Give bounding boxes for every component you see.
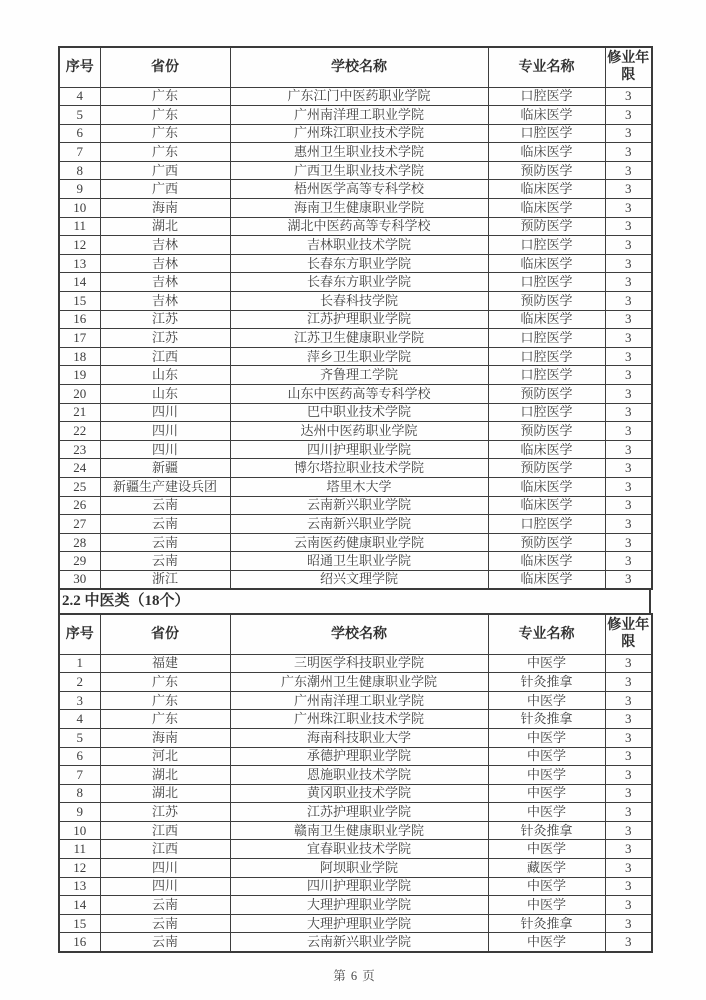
table-row bbox=[59, 347, 652, 366]
table-row bbox=[59, 533, 652, 552]
table-cell: 3 bbox=[605, 292, 652, 311]
table-cell: 黄冈职业技术学院 bbox=[230, 784, 488, 803]
table-cell: 临床医学 bbox=[488, 440, 605, 459]
table-cell: 长春科技学院 bbox=[230, 292, 488, 311]
section-title-tcm: 2.2 中医类（18个） bbox=[58, 590, 651, 613]
table-header-row bbox=[59, 47, 652, 87]
table-cell: 江西 bbox=[100, 347, 230, 366]
table-row bbox=[59, 106, 652, 125]
table-cell: 大理护理职业学院 bbox=[230, 914, 488, 933]
table-header bbox=[59, 47, 652, 87]
table-cell: 广东江门中医药职业学院 bbox=[230, 87, 488, 106]
table-body bbox=[59, 654, 652, 952]
table-cell: 3 bbox=[605, 552, 652, 571]
table-cell: 中医学 bbox=[488, 784, 605, 803]
table-cell: 预防医学 bbox=[488, 533, 605, 552]
table-cell: 江苏护理职业学院 bbox=[230, 803, 488, 822]
table-cell: 临床医学 bbox=[488, 552, 605, 571]
table-cell: 临床医学 bbox=[488, 180, 605, 199]
table-cell: 3 bbox=[605, 896, 652, 915]
table-cell: 中医学 bbox=[488, 933, 605, 952]
table-header bbox=[59, 614, 652, 654]
table-cell: 21 bbox=[59, 403, 100, 422]
table-cell: 10 bbox=[59, 821, 100, 840]
table-cell: 萍乡卫生职业学院 bbox=[230, 347, 488, 366]
table-row bbox=[59, 896, 652, 915]
table-cell: 广东 bbox=[100, 87, 230, 106]
table-cell: 3 bbox=[605, 422, 652, 441]
table-cell: 7 bbox=[59, 143, 100, 162]
table-cell: 三明医学科技职业学院 bbox=[230, 654, 488, 673]
table-cell: 3 bbox=[605, 403, 652, 422]
table-cell: 5 bbox=[59, 106, 100, 125]
table-cell: 云南新兴职业学院 bbox=[230, 515, 488, 534]
table-cell: 广西 bbox=[100, 161, 230, 180]
table-cell: 3 bbox=[605, 728, 652, 747]
table-cell: 中医学 bbox=[488, 691, 605, 710]
table-cell: 11 bbox=[59, 840, 100, 859]
table-cell: 海南科技职业大学 bbox=[230, 728, 488, 747]
table-cell: 江苏护理职业学院 bbox=[230, 310, 488, 329]
table-cell: 20 bbox=[59, 385, 100, 404]
table-cell: 3 bbox=[605, 914, 652, 933]
table-cell: 6 bbox=[59, 124, 100, 143]
column-header: 省份 bbox=[100, 47, 230, 87]
table-row bbox=[59, 459, 652, 478]
table-cell: 7 bbox=[59, 766, 100, 785]
table-cell: 恩施职业技术学院 bbox=[230, 766, 488, 785]
column-header: 学校名称 bbox=[230, 614, 488, 654]
table-cell: 22 bbox=[59, 422, 100, 441]
table-row bbox=[59, 422, 652, 441]
table-row bbox=[59, 515, 652, 534]
table-cell: 广州南洋理工职业学院 bbox=[230, 691, 488, 710]
table-row bbox=[59, 914, 652, 933]
table-cell: 云南 bbox=[100, 914, 230, 933]
table-cell: 塔里木大学 bbox=[230, 477, 488, 496]
table-cell: 3 bbox=[605, 654, 652, 673]
table-cell: 山东 bbox=[100, 366, 230, 385]
table-cell: 承德护理职业学院 bbox=[230, 747, 488, 766]
table-cell: 3 bbox=[605, 710, 652, 729]
table-row bbox=[59, 329, 652, 348]
table-cell: 3 bbox=[605, 533, 652, 552]
column-header: 学校名称 bbox=[230, 47, 488, 87]
table-cell: 临床医学 bbox=[488, 106, 605, 125]
table-cell: 口腔医学 bbox=[488, 366, 605, 385]
table-cell: 19 bbox=[59, 366, 100, 385]
table-cell: 口腔医学 bbox=[488, 273, 605, 292]
table-cell: 吉林职业技术学院 bbox=[230, 236, 488, 255]
table-cell: 云南 bbox=[100, 552, 230, 571]
table-cell: 3 bbox=[605, 747, 652, 766]
table-row bbox=[59, 840, 652, 859]
table-row bbox=[59, 821, 652, 840]
table-cell: 四川 bbox=[100, 859, 230, 878]
table-cell: 中医学 bbox=[488, 840, 605, 859]
table-cell: 口腔医学 bbox=[488, 329, 605, 348]
table-cell: 6 bbox=[59, 747, 100, 766]
table-row bbox=[59, 496, 652, 515]
table-cell: 9 bbox=[59, 180, 100, 199]
table-cell: 3 bbox=[605, 347, 652, 366]
table-cell: 3 bbox=[605, 570, 652, 589]
table-row bbox=[59, 254, 652, 273]
table-cell: 广东 bbox=[100, 124, 230, 143]
table-cell: 惠州卫生职业技术学院 bbox=[230, 143, 488, 162]
table-cell: 赣南卫生健康职业学院 bbox=[230, 821, 488, 840]
table-cell: 3 bbox=[605, 143, 652, 162]
table-cell: 针灸推拿 bbox=[488, 914, 605, 933]
table-cell: 吉林 bbox=[100, 273, 230, 292]
table-cell: 3 bbox=[605, 859, 652, 878]
table-cell: 3 bbox=[605, 161, 652, 180]
table-cell: 四川护理职业学院 bbox=[230, 440, 488, 459]
table-cell: 云南新兴职业学院 bbox=[230, 496, 488, 515]
table-row bbox=[59, 654, 652, 673]
table-cell: 云南 bbox=[100, 533, 230, 552]
table-header-row bbox=[59, 614, 652, 654]
table-cell: 3 bbox=[605, 273, 652, 292]
table-cell: 海南 bbox=[100, 728, 230, 747]
table-cell: 江西 bbox=[100, 840, 230, 859]
table-cell: 3 bbox=[605, 459, 652, 478]
table-row bbox=[59, 691, 652, 710]
table-cell: 福建 bbox=[100, 654, 230, 673]
table-cell: 30 bbox=[59, 570, 100, 589]
table-cell: 临床医学 bbox=[488, 477, 605, 496]
column-header: 序号 bbox=[59, 47, 100, 87]
table-cell: 预防医学 bbox=[488, 385, 605, 404]
table-cell: 预防医学 bbox=[488, 459, 605, 478]
tcm-table bbox=[58, 613, 653, 953]
table-cell: 3 bbox=[605, 329, 652, 348]
table-cell: 28 bbox=[59, 533, 100, 552]
table-cell: 3 bbox=[605, 496, 652, 515]
table-cell: 中医学 bbox=[488, 896, 605, 915]
table-row bbox=[59, 710, 652, 729]
column-header: 省份 bbox=[100, 614, 230, 654]
table-cell: 3 bbox=[605, 821, 652, 840]
table-cell: 3 bbox=[605, 515, 652, 534]
table-cell: 口腔医学 bbox=[488, 236, 605, 255]
table-cell: 3 bbox=[605, 784, 652, 803]
table-row bbox=[59, 440, 652, 459]
table-cell: 湖北中医药高等专科学校 bbox=[230, 217, 488, 236]
table-row bbox=[59, 747, 652, 766]
table-cell: 9 bbox=[59, 803, 100, 822]
table-cell: 口腔医学 bbox=[488, 403, 605, 422]
table-cell: 3 bbox=[605, 87, 652, 106]
table-cell: 5 bbox=[59, 728, 100, 747]
table-cell: 3 bbox=[605, 803, 652, 822]
table-cell: 14 bbox=[59, 273, 100, 292]
table-cell: 云南 bbox=[100, 496, 230, 515]
table-row bbox=[59, 385, 652, 404]
table-cell: 23 bbox=[59, 440, 100, 459]
table-cell: 3 bbox=[605, 840, 652, 859]
column-header: 修业年限 bbox=[605, 614, 652, 654]
table-cell: 16 bbox=[59, 310, 100, 329]
table-cell: 云南医药健康职业学院 bbox=[230, 533, 488, 552]
table-row bbox=[59, 273, 652, 292]
table-cell: 云南 bbox=[100, 896, 230, 915]
table-row bbox=[59, 180, 652, 199]
table-cell: 达州中医药职业学院 bbox=[230, 422, 488, 441]
table-cell: 14 bbox=[59, 896, 100, 915]
table-cell: 广东 bbox=[100, 691, 230, 710]
table-cell: 3 bbox=[605, 366, 652, 385]
table-row bbox=[59, 87, 652, 106]
table-cell: 12 bbox=[59, 236, 100, 255]
table-cell: 中医学 bbox=[488, 654, 605, 673]
table-cell: 广东 bbox=[100, 106, 230, 125]
table-cell: 3 bbox=[605, 385, 652, 404]
table-cell: 预防医学 bbox=[488, 161, 605, 180]
table-row bbox=[59, 199, 652, 218]
table-cell: 云南新兴职业学院 bbox=[230, 933, 488, 952]
table-cell: 15 bbox=[59, 292, 100, 311]
table-cell: 山东中医药高等专科学校 bbox=[230, 385, 488, 404]
table-cell: 广西 bbox=[100, 180, 230, 199]
table-body bbox=[59, 87, 652, 589]
column-header: 专业名称 bbox=[488, 614, 605, 654]
table-cell: 3 bbox=[605, 933, 652, 952]
table-cell: 27 bbox=[59, 515, 100, 534]
table-row bbox=[59, 292, 652, 311]
table-cell: 12 bbox=[59, 859, 100, 878]
table-cell: 3 bbox=[605, 673, 652, 692]
table-cell: 临床医学 bbox=[488, 570, 605, 589]
table-cell: 吉林 bbox=[100, 292, 230, 311]
table-cell: 针灸推拿 bbox=[488, 821, 605, 840]
table-row bbox=[59, 366, 652, 385]
table-cell: 江苏 bbox=[100, 803, 230, 822]
table-cell: 25 bbox=[59, 477, 100, 496]
table-cell: 中医学 bbox=[488, 747, 605, 766]
table-cell: 四川 bbox=[100, 440, 230, 459]
table-row bbox=[59, 803, 652, 822]
table-cell: 3 bbox=[605, 106, 652, 125]
table-cell: 新疆 bbox=[100, 459, 230, 478]
table-cell: 针灸推拿 bbox=[488, 673, 605, 692]
table-cell: 中医学 bbox=[488, 803, 605, 822]
table-row bbox=[59, 784, 652, 803]
table-cell: 29 bbox=[59, 552, 100, 571]
table-cell: 3 bbox=[605, 877, 652, 896]
table-cell: 预防医学 bbox=[488, 422, 605, 441]
table-cell: 河北 bbox=[100, 747, 230, 766]
table-cell: 海南卫生健康职业学院 bbox=[230, 199, 488, 218]
table-cell: 博尔塔拉职业技术学院 bbox=[230, 459, 488, 478]
table-row bbox=[59, 933, 652, 952]
table-cell: 海南 bbox=[100, 199, 230, 218]
table-cell: 湖北 bbox=[100, 766, 230, 785]
table-cell: 临床医学 bbox=[488, 199, 605, 218]
table-row bbox=[59, 403, 652, 422]
table-cell: 临床医学 bbox=[488, 310, 605, 329]
table-cell: 山东 bbox=[100, 385, 230, 404]
table-row bbox=[59, 673, 652, 692]
table-cell: 宜春职业技术学院 bbox=[230, 840, 488, 859]
table-cell: 口腔医学 bbox=[488, 87, 605, 106]
table-row bbox=[59, 143, 652, 162]
table-cell: 临床医学 bbox=[488, 254, 605, 273]
column-header: 专业名称 bbox=[488, 47, 605, 87]
table-cell: 预防医学 bbox=[488, 217, 605, 236]
table-row bbox=[59, 552, 652, 571]
column-header: 序号 bbox=[59, 614, 100, 654]
table-cell: 16 bbox=[59, 933, 100, 952]
table-cell: 新疆生产建设兵团 bbox=[100, 477, 230, 496]
table-cell: 临床医学 bbox=[488, 496, 605, 515]
table-cell: 3 bbox=[605, 691, 652, 710]
table-row bbox=[59, 728, 652, 747]
page-content bbox=[58, 46, 651, 984]
table-cell: 口腔医学 bbox=[488, 347, 605, 366]
table-cell: 四川 bbox=[100, 403, 230, 422]
table-row bbox=[59, 161, 652, 180]
table-row bbox=[59, 217, 652, 236]
table-cell: 26 bbox=[59, 496, 100, 515]
table-cell: 17 bbox=[59, 329, 100, 348]
table-cell: 口腔医学 bbox=[488, 124, 605, 143]
table-cell: 广西卫生职业技术学院 bbox=[230, 161, 488, 180]
clinical-medicine-table bbox=[58, 46, 653, 590]
table-cell: 3 bbox=[605, 477, 652, 496]
table-cell: 3 bbox=[605, 236, 652, 255]
table-cell: 藏医学 bbox=[488, 859, 605, 878]
table-row bbox=[59, 859, 652, 878]
table-cell: 江西 bbox=[100, 821, 230, 840]
table-cell: 预防医学 bbox=[488, 292, 605, 311]
table-cell: 3 bbox=[605, 180, 652, 199]
column-header: 修业年限 bbox=[605, 47, 652, 87]
table-cell: 长春东方职业学院 bbox=[230, 273, 488, 292]
table-cell: 大理护理职业学院 bbox=[230, 896, 488, 915]
table-cell: 11 bbox=[59, 217, 100, 236]
table-row bbox=[59, 570, 652, 589]
table-cell: 湖北 bbox=[100, 784, 230, 803]
table-cell: 15 bbox=[59, 914, 100, 933]
table-cell: 四川护理职业学院 bbox=[230, 877, 488, 896]
table-cell: 浙江 bbox=[100, 570, 230, 589]
table-row bbox=[59, 877, 652, 896]
table-cell: 8 bbox=[59, 161, 100, 180]
page-number: 第 6 页 bbox=[333, 968, 376, 983]
table-cell: 中医学 bbox=[488, 877, 605, 896]
table-cell: 广州珠江职业技术学院 bbox=[230, 710, 488, 729]
table-cell: 广东潮州卫生健康职业学院 bbox=[230, 673, 488, 692]
table-cell: 广东 bbox=[100, 673, 230, 692]
table-cell: 3 bbox=[605, 199, 652, 218]
table-cell: 云南 bbox=[100, 515, 230, 534]
table-cell: 吉林 bbox=[100, 254, 230, 273]
table-cell: 阿坝职业学院 bbox=[230, 859, 488, 878]
table-cell: 4 bbox=[59, 710, 100, 729]
table-cell: 13 bbox=[59, 877, 100, 896]
table-cell: 3 bbox=[605, 440, 652, 459]
table-cell: 云南 bbox=[100, 933, 230, 952]
table-cell: 江苏 bbox=[100, 310, 230, 329]
table-cell: 四川 bbox=[100, 422, 230, 441]
table-cell: 吉林 bbox=[100, 236, 230, 255]
table-cell: 3 bbox=[59, 691, 100, 710]
table-row bbox=[59, 310, 652, 329]
table-cell: 江苏 bbox=[100, 329, 230, 348]
table-cell: 中医学 bbox=[488, 728, 605, 747]
table-cell: 10 bbox=[59, 199, 100, 218]
table-cell: 齐鲁理工学院 bbox=[230, 366, 488, 385]
table-cell: 广州珠江职业技术学院 bbox=[230, 124, 488, 143]
table-cell: 2 bbox=[59, 673, 100, 692]
table-cell: 3 bbox=[605, 124, 652, 143]
table-cell: 3 bbox=[605, 766, 652, 785]
table-cell: 24 bbox=[59, 459, 100, 478]
table-cell: 8 bbox=[59, 784, 100, 803]
table-cell: 绍兴文理学院 bbox=[230, 570, 488, 589]
table-cell: 4 bbox=[59, 87, 100, 106]
table-cell: 1 bbox=[59, 654, 100, 673]
table-cell: 梧州医学高等专科学校 bbox=[230, 180, 488, 199]
table-cell: 广东 bbox=[100, 710, 230, 729]
table-cell: 口腔医学 bbox=[488, 515, 605, 534]
table-cell: 巴中职业技术学院 bbox=[230, 403, 488, 422]
table-row bbox=[59, 124, 652, 143]
table-cell: 长春东方职业学院 bbox=[230, 254, 488, 273]
table-row bbox=[59, 477, 652, 496]
table-cell: 临床医学 bbox=[488, 143, 605, 162]
table-row bbox=[59, 236, 652, 255]
table-cell: 13 bbox=[59, 254, 100, 273]
table-cell: 3 bbox=[605, 217, 652, 236]
table-cell: 3 bbox=[605, 254, 652, 273]
table-cell: 江苏卫生健康职业学院 bbox=[230, 329, 488, 348]
table-cell: 中医学 bbox=[488, 766, 605, 785]
table-cell: 昭通卫生职业学院 bbox=[230, 552, 488, 571]
table-cell: 18 bbox=[59, 347, 100, 366]
table-cell: 针灸推拿 bbox=[488, 710, 605, 729]
table-row bbox=[59, 766, 652, 785]
table-cell: 湖北 bbox=[100, 217, 230, 236]
table-cell: 四川 bbox=[100, 877, 230, 896]
table-cell: 广州南洋理工职业学院 bbox=[230, 106, 488, 125]
table-cell: 3 bbox=[605, 310, 652, 329]
table-cell: 广东 bbox=[100, 143, 230, 162]
